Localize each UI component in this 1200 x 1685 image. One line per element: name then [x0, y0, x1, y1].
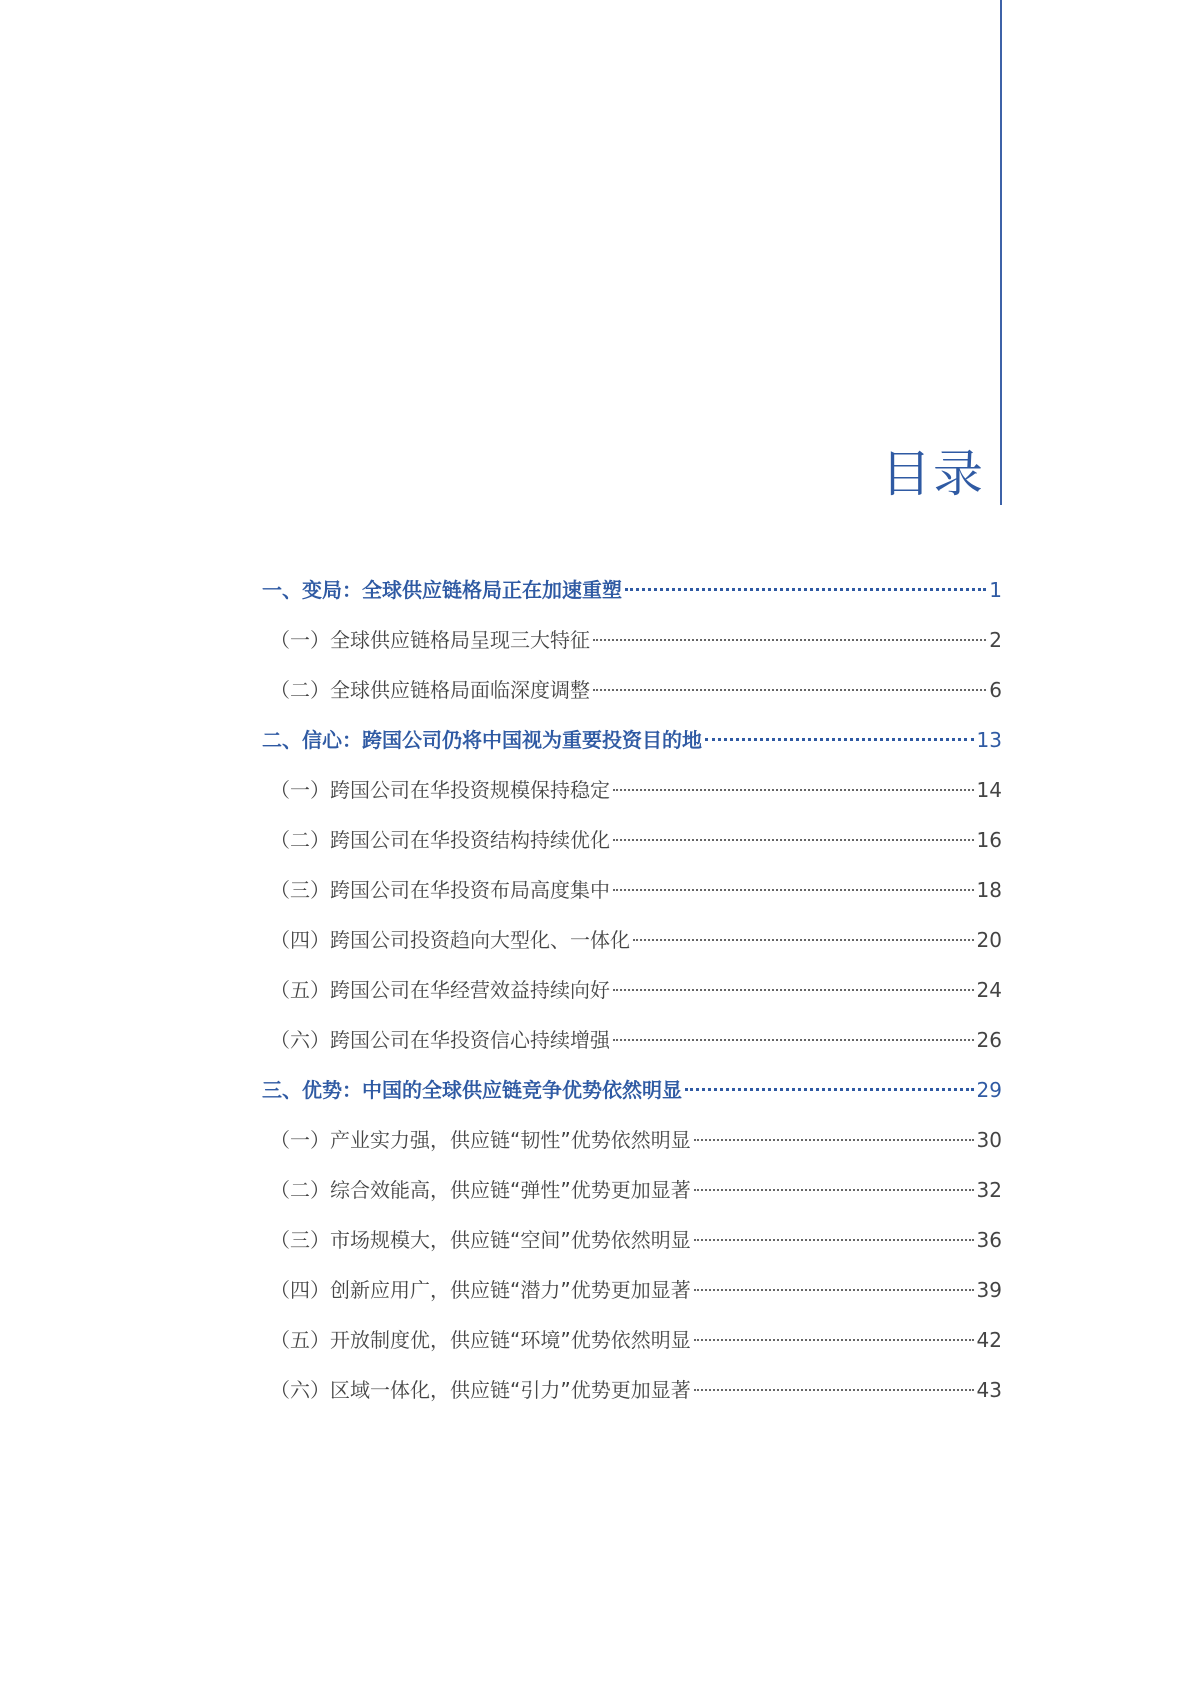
- toc-section-entry[interactable]: [262, 765, 1002, 815]
- toc-section-entry[interactable]: [262, 665, 1002, 715]
- toc-dot-leader: [694, 1389, 974, 1391]
- toc-page-number: 2: [989, 628, 1002, 652]
- toc-dot-leader: [685, 1088, 974, 1091]
- toc-chapter-entry[interactable]: [262, 565, 1002, 615]
- toc-section-entry[interactable]: [262, 615, 1002, 665]
- toc-chapter-entry[interactable]: [262, 1065, 1002, 1115]
- toc-dot-leader: [593, 689, 986, 691]
- toc-page-number: 30: [976, 1128, 1002, 1152]
- page-title: 目录: [881, 445, 985, 503]
- toc-dot-leader: [613, 889, 974, 891]
- toc-dot-leader: [694, 1339, 974, 1341]
- toc-dot-leader: [694, 1139, 974, 1141]
- toc-entry-title: （五）开放制度优，供应链“环境”优势依然明显: [270, 1328, 691, 1352]
- toc-dot-leader: [694, 1239, 974, 1241]
- toc-page-number: 14: [976, 778, 1002, 802]
- toc-page-number: 42: [976, 1328, 1002, 1352]
- toc-dot-leader: [625, 588, 986, 591]
- toc-section-entry[interactable]: [262, 1015, 1002, 1065]
- toc-entry-title: （三）市场规模大，供应链“空间”优势依然明显: [270, 1228, 691, 1252]
- toc-entry-title: （四）跨国公司投资趋向大型化、一体化: [270, 928, 630, 952]
- toc-entry-title: （四）创新应用广，供应链“潜力”优势更加显著: [270, 1278, 691, 1302]
- toc-entry-title: （六）跨国公司在华投资信心持续增强: [270, 1028, 610, 1052]
- toc-dot-leader: [705, 738, 974, 741]
- toc-dot-leader: [633, 939, 974, 941]
- toc-page-number: 43: [976, 1378, 1002, 1402]
- toc-entry-title: （一）全球供应链格局呈现三大特征: [270, 628, 590, 652]
- toc-section-entry[interactable]: [262, 1315, 1002, 1365]
- toc-section-entry[interactable]: [262, 915, 1002, 965]
- toc-dot-leader: [613, 789, 974, 791]
- vertical-accent-rule: [1000, 0, 1002, 505]
- table-of-contents: [262, 565, 1002, 1415]
- toc-entry-title: （三）跨国公司在华投资布局高度集中: [270, 878, 610, 902]
- toc-dot-leader: [694, 1189, 974, 1191]
- toc-dot-leader: [613, 839, 974, 841]
- toc-page-number: 18: [976, 878, 1002, 902]
- toc-entry-title: （一）产业实力强，供应链“韧性”优势依然明显: [270, 1128, 691, 1152]
- toc-section-entry[interactable]: [262, 1115, 1002, 1165]
- toc-section-entry[interactable]: [262, 965, 1002, 1015]
- toc-entry-title: 二、信心：跨国公司仍将中国视为重要投资目的地: [262, 728, 702, 752]
- toc-section-entry[interactable]: [262, 1215, 1002, 1265]
- toc-entry-title: （一）跨国公司在华投资规模保持稳定: [270, 778, 610, 802]
- toc-section-entry[interactable]: [262, 1165, 1002, 1215]
- toc-page-number: 6: [989, 678, 1002, 702]
- toc-page-number: 16: [976, 828, 1002, 852]
- toc-entry-title: （二）跨国公司在华投资结构持续优化: [270, 828, 610, 852]
- toc-chapter-entry[interactable]: [262, 715, 1002, 765]
- toc-entry-title: （六）区域一体化，供应链“引力”优势更加显著: [270, 1378, 691, 1402]
- toc-page-number: 1: [989, 578, 1002, 602]
- toc-entry-title: 三、优势：中国的全球供应链竞争优势依然明显: [262, 1078, 682, 1102]
- toc-page-number: 26: [976, 1028, 1002, 1052]
- toc-page-number: 13: [976, 728, 1002, 752]
- toc-entry-title: 一、变局：全球供应链格局正在加速重塑: [262, 578, 622, 602]
- toc-page-number: 29: [976, 1078, 1002, 1102]
- toc-entry-title: （二）综合效能高，供应链“弹性”优势更加显著: [270, 1178, 691, 1202]
- toc-dot-leader: [613, 989, 974, 991]
- toc-entry-title: （五）跨国公司在华经营效益持续向好: [270, 978, 610, 1002]
- toc-dot-leader: [694, 1289, 974, 1291]
- toc-page-number: 36: [976, 1228, 1002, 1252]
- toc-entry-title: （二）全球供应链格局面临深度调整: [270, 678, 590, 702]
- toc-dot-leader: [613, 1039, 974, 1041]
- toc-page-number: 20: [976, 928, 1002, 952]
- toc-section-entry[interactable]: [262, 1265, 1002, 1315]
- toc-page-number: 24: [976, 978, 1002, 1002]
- toc-section-entry[interactable]: [262, 815, 1002, 865]
- toc-section-entry[interactable]: [262, 865, 1002, 915]
- toc-page-number: 32: [976, 1178, 1002, 1202]
- toc-section-entry[interactable]: [262, 1365, 1002, 1415]
- toc-dot-leader: [593, 639, 986, 641]
- toc-page-number: 39: [976, 1278, 1002, 1302]
